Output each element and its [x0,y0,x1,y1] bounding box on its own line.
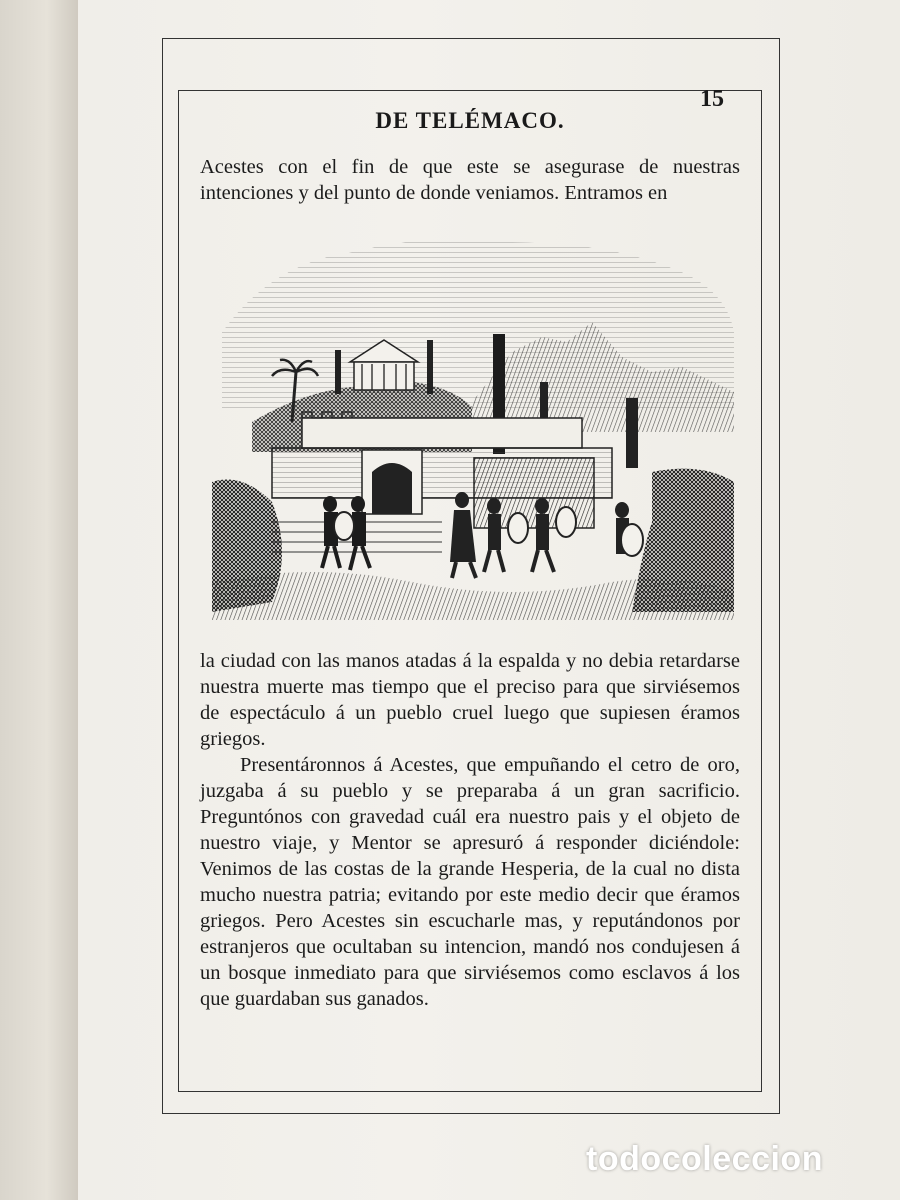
engraving-illustration [212,222,738,620]
paragraph-1: la ciudad con las manos atadas á la espalda y no debia retardarse nuestra muerte mas tiempo que el preciso para que sirviésemos de espectáculo á un pueblo cruel luego que supiesen éramos griegos. [200,650,740,750]
watermark-logo: todocoleccion [586,1140,823,1178]
text-after-illustration [200,648,740,1012]
book-spine [0,0,78,1200]
paragraph-top: Acestes con el fin de que este se asegurase de nuestras intenciones y del punto de donde veniamos. Entramos en [200,156,740,204]
page-number: 15 [700,86,724,112]
paragraph-2: Presentáronnos á Acestes, que empuñando el cetro de oro, juzgaba á su pueblo y se preparaba á un gran sacrificio. Preguntónos con gravedad cuál era nuestro pais y el objeto de nuestro viaje, y Mentor se apresuró á responder diciéndole: Venimos de las costas de la grande Hesperia, de la cual no dista mucho nuestra patria; evitando por este medio decir que éramos griegos. Pero Acestes sin escucharle mas, y reputándonos por estranjeros que ocultaban su intencion, mandó nos condujesen á un bosque inmediato para que sirviésemos como esclavos á los que guardaban sus ganados. [200,754,740,1010]
text-before-illustration [200,154,740,206]
running-head: DE TELÉMACO. [375,108,565,133]
